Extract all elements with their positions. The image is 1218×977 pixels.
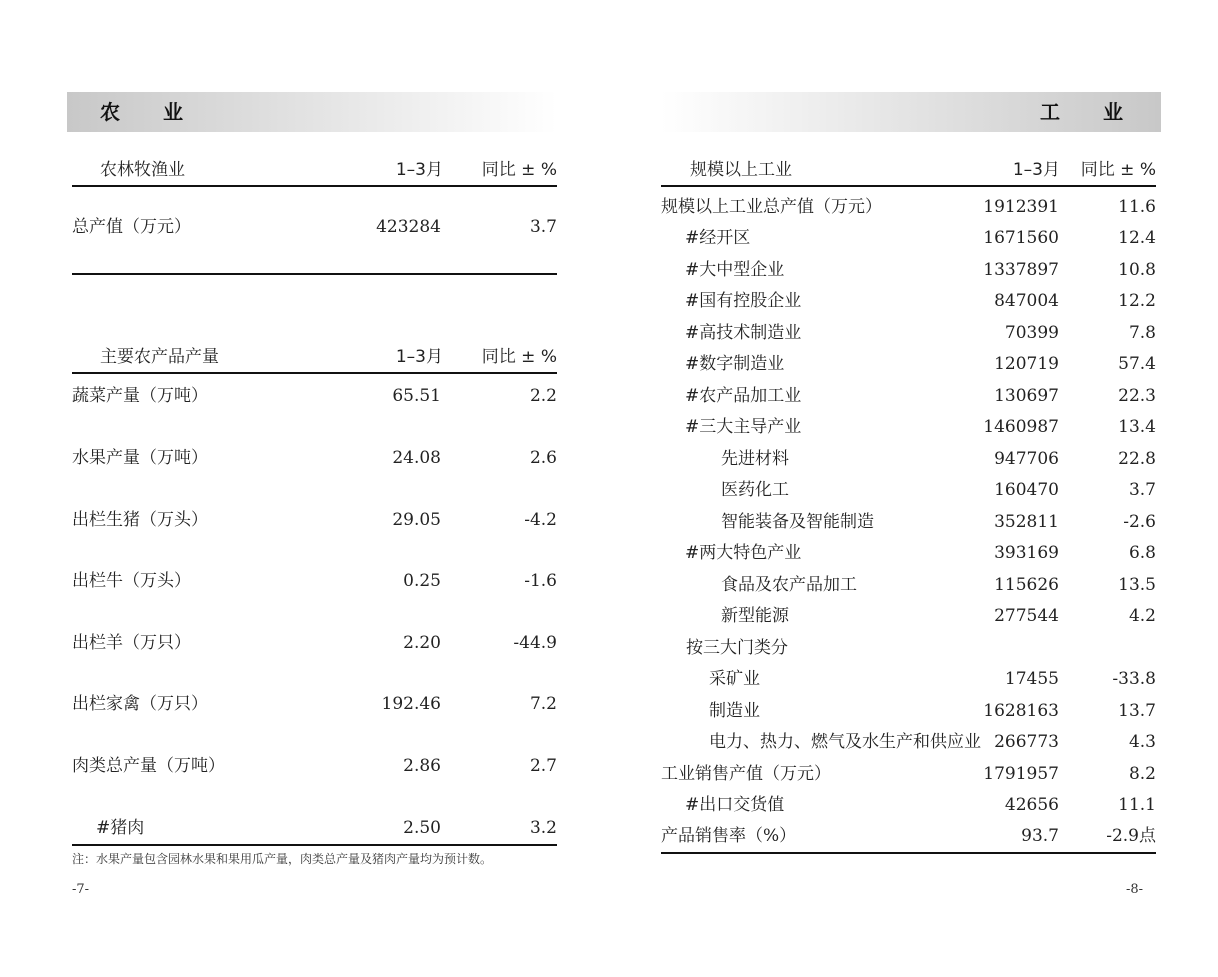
row-label: 采矿业 xyxy=(709,669,760,689)
row-label: 总产值（万元） xyxy=(72,217,191,237)
row-label: #经开区 xyxy=(685,228,751,248)
row-value-yoy: 22.8 xyxy=(1118,449,1156,469)
row-value-period: 1912391 xyxy=(983,197,1059,217)
row-value-period: 1460987 xyxy=(983,417,1059,437)
row-value-period: 70399 xyxy=(1004,323,1059,343)
row-value-period: 120719 xyxy=(994,354,1059,374)
industry-row xyxy=(661,194,1156,220)
row-label: #高技术制造业 xyxy=(685,323,802,343)
row-value-period: 130697 xyxy=(994,386,1059,406)
row-value-yoy: 13.4 xyxy=(1118,417,1156,437)
row-label: 出栏生猪（万头） xyxy=(72,510,208,530)
row-value-yoy: -2.6 xyxy=(1123,512,1156,532)
row-label: 先进材料 xyxy=(721,449,789,469)
agri-header-name: 农林牧渔业 xyxy=(100,160,185,180)
row-label: 规模以上工业总产值（万元） xyxy=(661,197,882,217)
row-value-yoy: 13.7 xyxy=(1118,701,1156,721)
industry-row xyxy=(661,288,1156,314)
footnote: 注：水果产量包含园林水果和果用瓜产量，肉类总产量及猪肉产量均为预计数。 xyxy=(72,852,493,866)
row-label: 按三大门类分 xyxy=(686,638,788,658)
row-value-yoy: 2.2 xyxy=(529,386,557,406)
row-value-period: 17455 xyxy=(1004,669,1059,689)
industry-row xyxy=(661,509,1156,535)
row-value-yoy: -1.6 xyxy=(524,571,557,591)
row-value-period: 0.25 xyxy=(403,571,441,591)
row-value-period: 1791957 xyxy=(983,764,1059,784)
row-label: #三大主导产业 xyxy=(685,417,802,437)
row-value-period: 2.86 xyxy=(403,756,441,776)
row-value-yoy: 3.2 xyxy=(529,818,557,838)
row-value-period: 160470 xyxy=(994,480,1059,500)
products-header-col1: 1–3月 xyxy=(395,347,443,367)
row-value-period: 266773 xyxy=(994,732,1059,752)
row-value-yoy: 2.6 xyxy=(529,448,557,468)
products-table-header xyxy=(72,342,557,374)
row-label: 制造业 xyxy=(709,701,760,721)
agri-header-col2: 同比 ± % xyxy=(481,160,557,180)
product-row xyxy=(72,630,557,656)
row-value-yoy: 7.2 xyxy=(529,694,557,714)
industry-row xyxy=(661,572,1156,598)
industry-row xyxy=(661,635,1156,661)
row-value-period: 847004 xyxy=(994,291,1059,311)
row-value-period: 93.7 xyxy=(1021,826,1059,846)
row-label: 产品销售率（%） xyxy=(661,826,797,846)
row-value-yoy: 12.4 xyxy=(1118,228,1156,248)
row-label: 工业销售产值（万元） xyxy=(661,764,831,784)
agriculture-banner xyxy=(67,92,557,132)
agri-header-col1: 1–3月 xyxy=(395,160,443,180)
row-label: 新型能源 xyxy=(721,606,789,626)
industry-row xyxy=(661,351,1156,377)
row-label: #出口交货值 xyxy=(685,795,785,815)
row-label: 智能装备及智能制造 xyxy=(721,512,874,532)
industry-row xyxy=(661,603,1156,629)
industry-row xyxy=(661,257,1156,283)
row-value-yoy: -44.9 xyxy=(513,633,557,653)
row-value-period: 192.46 xyxy=(381,694,441,714)
row-value-period: 393169 xyxy=(994,543,1059,563)
row-value-period: 1628163 xyxy=(983,701,1059,721)
row-value-period: 2.20 xyxy=(403,633,441,653)
row-value-yoy: 4.3 xyxy=(1128,732,1156,752)
row-value-yoy: 11.1 xyxy=(1118,795,1156,815)
industry-row xyxy=(661,446,1156,472)
row-value-yoy: 11.6 xyxy=(1118,197,1156,217)
row-value-period: 423284 xyxy=(376,217,441,237)
row-value-period: 115626 xyxy=(994,575,1059,595)
industry-banner-title: 工 业 xyxy=(1040,100,1141,124)
row-label: #大中型企业 xyxy=(685,260,785,280)
row-value-yoy: 12.2 xyxy=(1118,291,1156,311)
row-label: #数字制造业 xyxy=(685,354,785,374)
industry-row xyxy=(661,540,1156,566)
row-label: 食品及农产品加工 xyxy=(721,575,857,595)
row-label: 肉类总产量（万吨） xyxy=(72,756,225,776)
industry-table-bottom-rule xyxy=(661,852,1156,854)
row-value-period: 29.05 xyxy=(392,510,441,530)
row-value-period: 24.08 xyxy=(392,448,441,468)
row-value-period: 352811 xyxy=(994,512,1059,532)
row-value-period: 277544 xyxy=(994,606,1059,626)
row-label: #国有控股企业 xyxy=(685,291,802,311)
product-row xyxy=(72,815,557,841)
industry-row xyxy=(661,698,1156,724)
row-label: 水果产量（万吨） xyxy=(72,448,208,468)
row-value-yoy: 3.7 xyxy=(1128,480,1156,500)
industry-banner xyxy=(661,92,1161,132)
product-row xyxy=(72,383,557,409)
products-table-bottom-rule xyxy=(72,844,557,846)
industry-row xyxy=(661,225,1156,251)
industry-row xyxy=(661,729,1156,755)
row-value-period: 65.51 xyxy=(392,386,441,406)
industry-header-name: 规模以上工业 xyxy=(690,160,792,180)
industry-row xyxy=(661,666,1156,692)
agri-row xyxy=(72,214,557,240)
product-row xyxy=(72,691,557,717)
row-value-period: 1337897 xyxy=(983,260,1059,280)
industry-table-header xyxy=(661,155,1156,187)
row-value-yoy: 7.8 xyxy=(1128,323,1156,343)
right-page xyxy=(609,0,1218,977)
products-header-col2: 同比 ± % xyxy=(481,347,557,367)
industry-row xyxy=(661,792,1156,818)
row-value-yoy: 57.4 xyxy=(1118,354,1156,374)
industry-row xyxy=(661,414,1156,440)
row-label: #猪肉 xyxy=(96,818,145,838)
row-value-yoy: 6.8 xyxy=(1128,543,1156,563)
row-value-period: 42656 xyxy=(1004,795,1059,815)
row-value-yoy: 10.8 xyxy=(1118,260,1156,280)
row-label: 出栏羊（万只） xyxy=(72,633,191,653)
industry-row xyxy=(661,761,1156,787)
row-label: 出栏家禽（万只） xyxy=(72,694,208,714)
row-value-yoy: -33.8 xyxy=(1112,669,1156,689)
page-number: -8- xyxy=(1126,882,1144,897)
row-value-yoy: -2.9点 xyxy=(1106,826,1156,846)
row-label: #两大特色产业 xyxy=(685,543,802,563)
product-row xyxy=(72,445,557,471)
agriculture-banner-title: 农 业 xyxy=(100,100,201,124)
row-value-period: 1671560 xyxy=(983,228,1059,248)
industry-header-col1: 1–3月 xyxy=(1012,160,1060,180)
row-value-yoy: 22.3 xyxy=(1118,386,1156,406)
industry-row xyxy=(661,383,1156,409)
product-row xyxy=(72,753,557,779)
row-value-period: 947706 xyxy=(994,449,1059,469)
agri-table-bottom-rule xyxy=(72,273,557,275)
industry-row xyxy=(661,823,1156,849)
row-value-yoy: 8.2 xyxy=(1128,764,1156,784)
row-label: 医药化工 xyxy=(721,480,789,500)
row-value-yoy: 2.7 xyxy=(529,756,557,776)
row-value-yoy: -4.2 xyxy=(524,510,557,530)
row-label: 蔬菜产量（万吨） xyxy=(72,386,208,406)
products-header-name: 主要农产品产量 xyxy=(100,347,219,367)
row-label: 电力、热力、燃气及水生产和供应业 xyxy=(709,732,981,752)
product-row xyxy=(72,568,557,594)
product-row xyxy=(72,507,557,533)
agri-table-header xyxy=(72,155,557,187)
row-value-yoy: 13.5 xyxy=(1118,575,1156,595)
row-value-period: 2.50 xyxy=(403,818,441,838)
row-label: 出栏牛（万头） xyxy=(72,571,191,591)
row-label: #农产品加工业 xyxy=(685,386,802,406)
industry-header-col2: 同比 ± % xyxy=(1080,160,1156,180)
industry-row xyxy=(661,320,1156,346)
industry-row xyxy=(661,477,1156,503)
row-value-yoy: 3.7 xyxy=(529,217,557,237)
page-number: -7- xyxy=(72,882,90,897)
row-value-yoy: 4.2 xyxy=(1128,606,1156,626)
